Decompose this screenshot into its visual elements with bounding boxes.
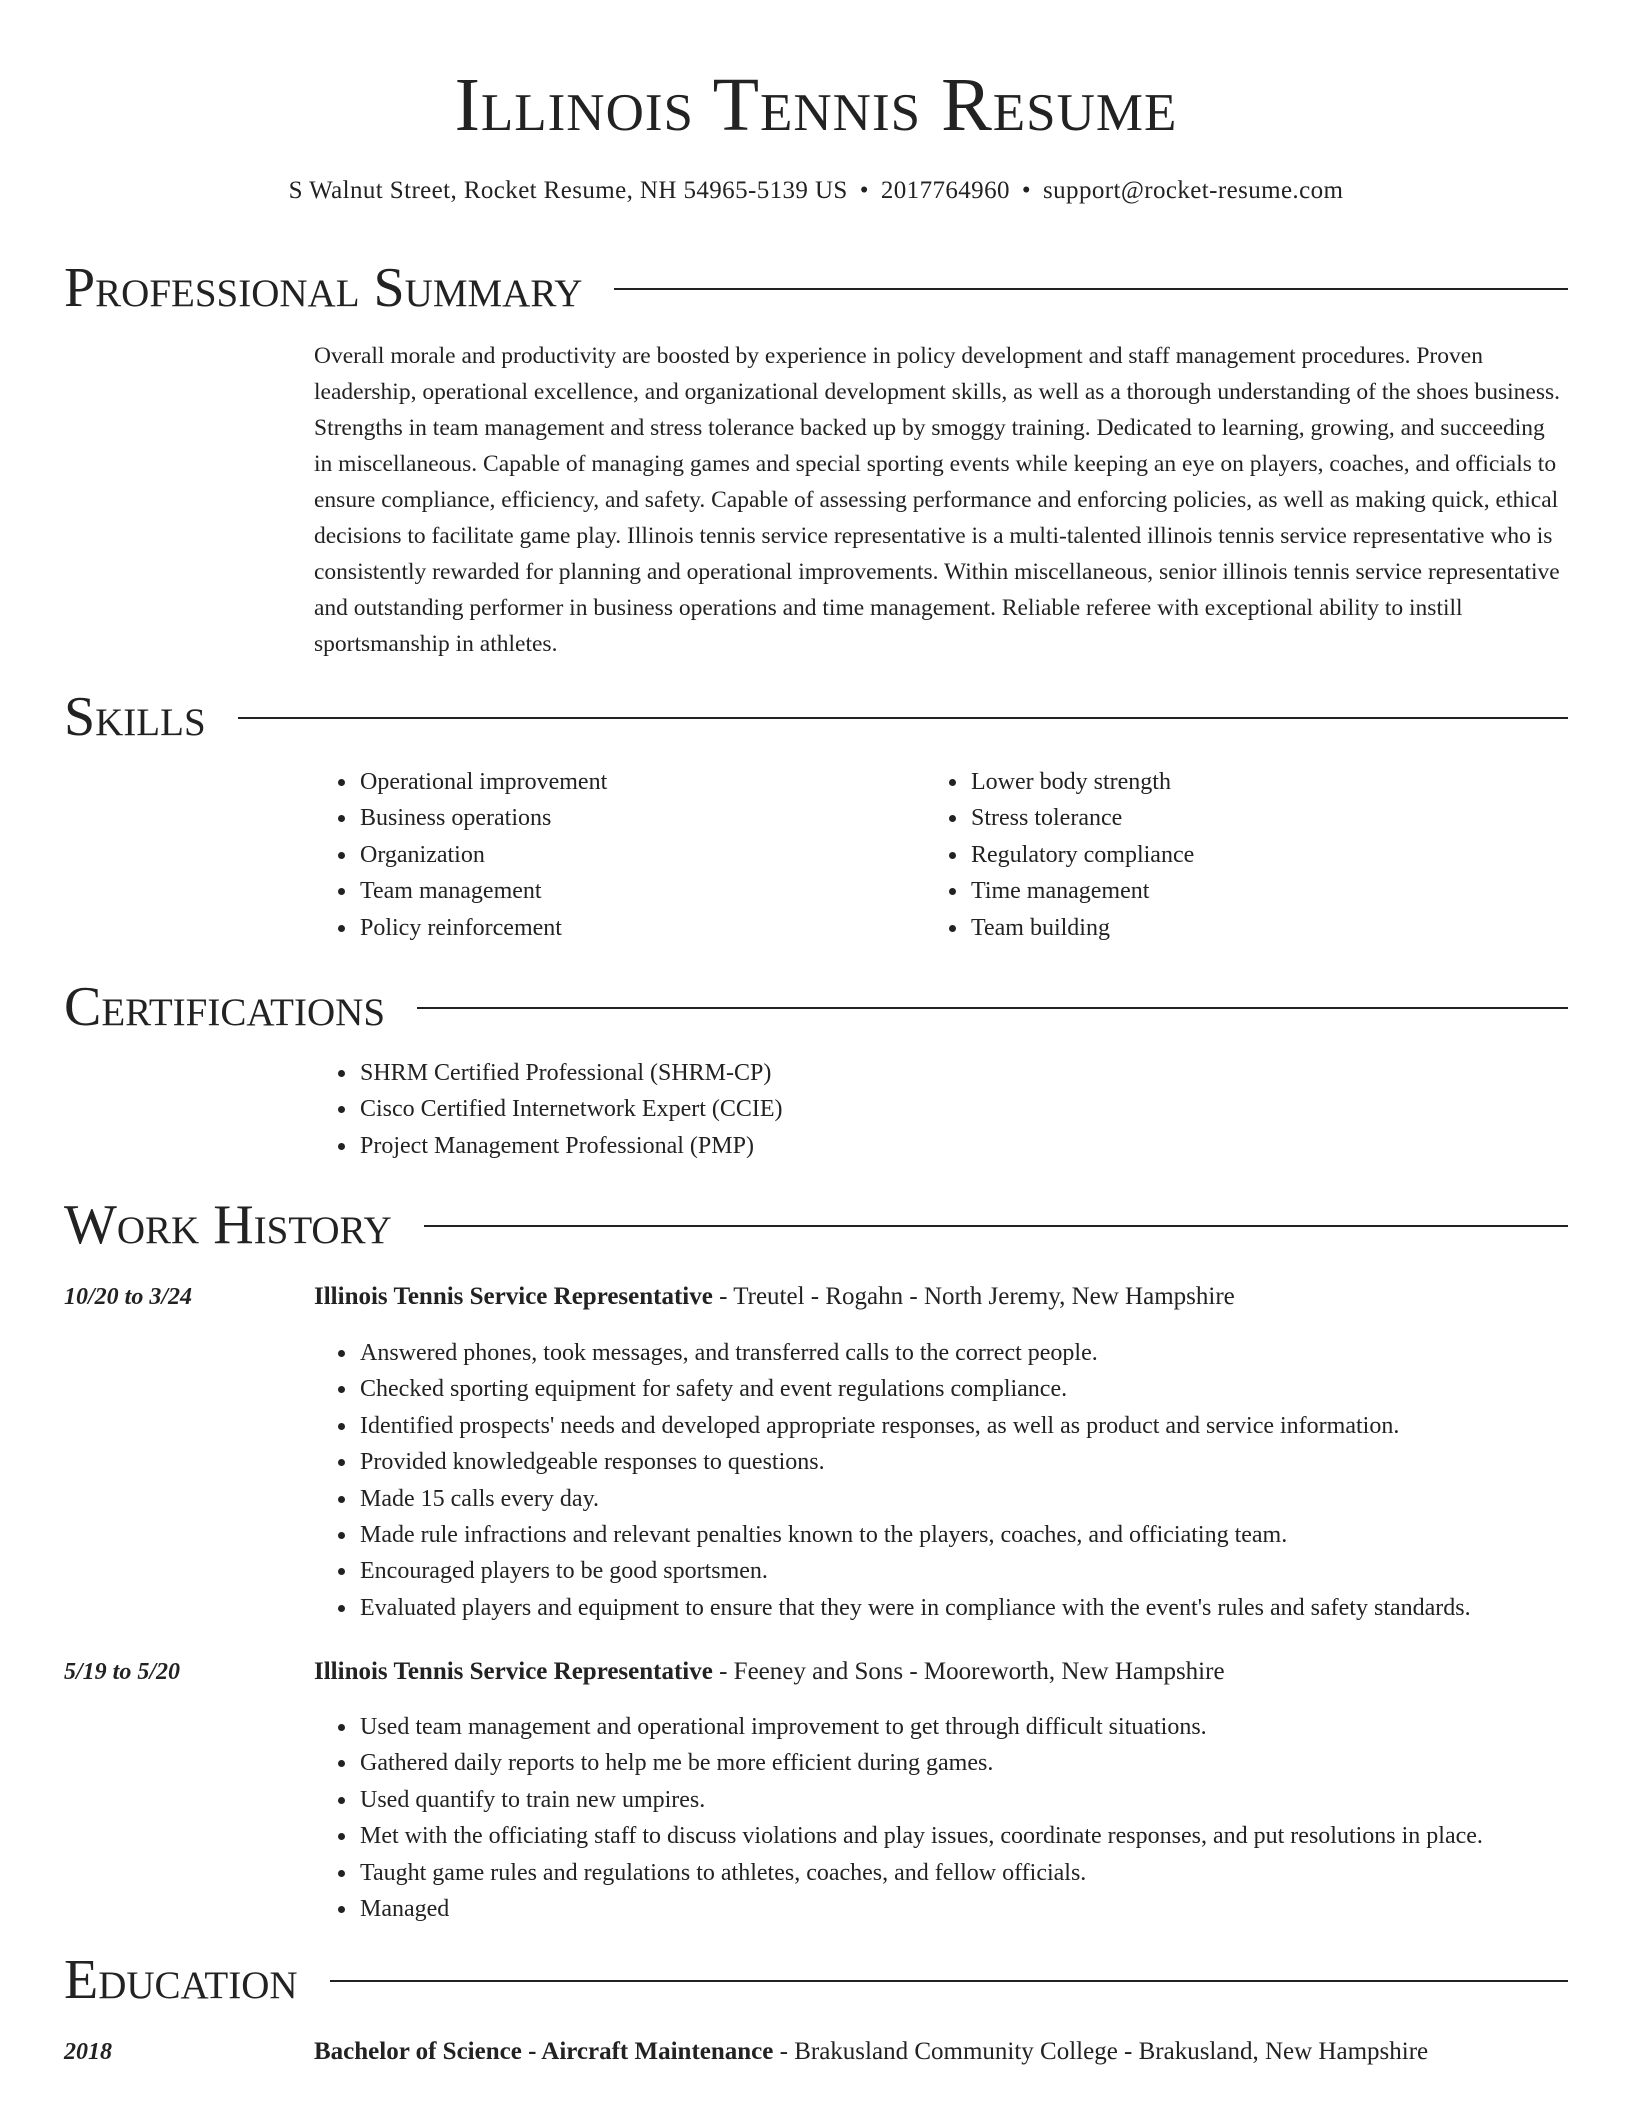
list-item: • Provided knowledgeable responses to questions. bbox=[358, 1444, 1612, 1480]
job-bullets bbox=[314, 1709, 1612, 1927]
list-item: • Regulatory compliance bbox=[969, 837, 1569, 873]
list-item: • Met with the officiating staff to discuss violations and play issues, coordinate responses, and put resolutions in place. bbox=[358, 1818, 1612, 1854]
section-title: Skills bbox=[64, 686, 206, 748]
list-item: • Project Management Professional (PMP) bbox=[358, 1128, 1612, 1164]
list-item: • Made rule infractions and relevant penalties known to the players, coaches, and officiating team. bbox=[358, 1517, 1612, 1553]
education-degree: Bachelor of Science - Aircraft Maintenance bbox=[314, 2038, 774, 2065]
section-header-work-history bbox=[64, 1193, 1568, 1257]
job-details: - Feeney and Sons - Mooreworth, New Hampshire bbox=[712, 1658, 1225, 1685]
section-title: Education bbox=[64, 1949, 298, 2011]
contact-address: S Walnut Street, Rocket Resume, NH 54965-5139 US bbox=[288, 177, 848, 204]
list-item: • Answered phones, took messages, and transferred calls to the correct people. bbox=[358, 1335, 1612, 1371]
section-header-skills bbox=[64, 685, 1568, 749]
skills-list-right bbox=[925, 764, 1569, 946]
job-dates: 5/19 to 5/20 bbox=[64, 1659, 181, 1685]
list-item: • Business operations bbox=[358, 800, 918, 836]
summary-text: Overall morale and productivity are boosted by experience in policy development and staff management procedures. Proven leadership, operational excellence, and organizational development skills, as well as a thorough understanding of the shoes business. Strengths in team management and stress tolerance backed up by smoggy training. Dedicated to learning, growing, and succeeding in miscellaneous. Capable of managing games and special sporting events while keeping an eye on players, coaches, and officials to ensure compliance, efficiency, and safety. Capable of assessing performance and enforcing policies, as well as making quick, ethical decisions to facilitate game play. Illinois tennis service representative is a multi-talented illinois tennis service representative who is consistently rewarded for planning and operational improvements. Within miscellaneous, senior illinois tennis service representative and outstanding performer in business operations and time management. Reliable referee with exceptional ability to instill sportsmanship in athletes. bbox=[314, 343, 1561, 657]
job-role: Illinois Tennis Service Representative bbox=[314, 1658, 713, 1685]
list-item: • Identified prospects' needs and developed appropriate responses, as well as product and service information. bbox=[358, 1408, 1612, 1444]
section-header-summary bbox=[64, 256, 1568, 320]
job-title-line bbox=[314, 1654, 1568, 1690]
contact-separator: • bbox=[1021, 177, 1032, 204]
job-details: - Treutel - Rogahn - North Jeremy, New Hampshire bbox=[712, 1283, 1235, 1310]
contact-email: support@rocket-resume.com bbox=[1043, 177, 1344, 204]
list-item: • Used team management and operational improvement to get through difficult situations. bbox=[358, 1709, 1612, 1745]
education-year: 2018 bbox=[64, 2039, 112, 2065]
job-role: Illinois Tennis Service Representative bbox=[314, 1283, 713, 1310]
list-item: • Team building bbox=[969, 910, 1569, 946]
resume-name: Illinois Tennis Resume bbox=[454, 63, 1178, 147]
list-item: • Cisco Certified Internetwork Expert (CCIE) bbox=[358, 1091, 1612, 1127]
job-bullets bbox=[314, 1335, 1612, 1626]
list-item: • Time management bbox=[969, 873, 1569, 909]
list-item: • SHRM Certified Professional (SHRM-CP) bbox=[358, 1055, 1612, 1091]
list-item: • Policy reinforcement bbox=[358, 910, 918, 946]
section-title: Work History bbox=[64, 1194, 392, 1256]
contact-phone: 2017764960 bbox=[880, 177, 1010, 204]
section-divider bbox=[330, 1980, 1568, 1982]
list-item: • Organization bbox=[358, 837, 918, 873]
skills-list-left bbox=[314, 764, 918, 946]
section-divider bbox=[424, 1225, 1568, 1227]
list-item: • Team management bbox=[358, 873, 918, 909]
list-item: • Made 15 calls every day. bbox=[358, 1481, 1612, 1517]
list-item: • Encouraged players to be good sportsmen. bbox=[358, 1553, 1612, 1589]
section-divider bbox=[238, 717, 1568, 719]
list-item: • Evaluated players and equipment to ensure that they were in compliance with the event's rules and safety standards. bbox=[358, 1590, 1612, 1626]
list-item: • Lower body strength bbox=[969, 764, 1569, 800]
contact-separator: • bbox=[859, 177, 869, 204]
section-header-certifications bbox=[64, 975, 1568, 1039]
list-item: • Used quantify to train new umpires. bbox=[358, 1782, 1612, 1818]
job-dates: 10/20 to 3/24 bbox=[64, 1284, 193, 1310]
contact-line bbox=[0, 174, 1632, 208]
certifications-list bbox=[314, 1055, 1612, 1164]
list-item: • Taught game rules and regulations to athletes, coaches, and fellow officials. bbox=[358, 1855, 1612, 1891]
education-line bbox=[314, 2034, 1568, 2070]
section-divider bbox=[614, 288, 1568, 290]
section-divider bbox=[417, 1007, 1568, 1009]
list-item: • Operational improvement bbox=[358, 764, 918, 800]
section-title: Professional Summary bbox=[64, 257, 583, 319]
section-title: Certifications bbox=[64, 976, 386, 1038]
list-item: • Managed bbox=[358, 1891, 1612, 1927]
education-details: - Brakusland Community College - Brakusland, New Hampshire bbox=[773, 2038, 1429, 2065]
job-title-line bbox=[314, 1279, 1568, 1315]
list-item: • Stress tolerance bbox=[969, 800, 1569, 836]
list-item: • Gathered daily reports to help me be more efficient during games. bbox=[358, 1745, 1612, 1781]
section-header-education bbox=[64, 1948, 1568, 2012]
list-item: • Checked sporting equipment for safety and event regulations compliance. bbox=[358, 1371, 1612, 1407]
